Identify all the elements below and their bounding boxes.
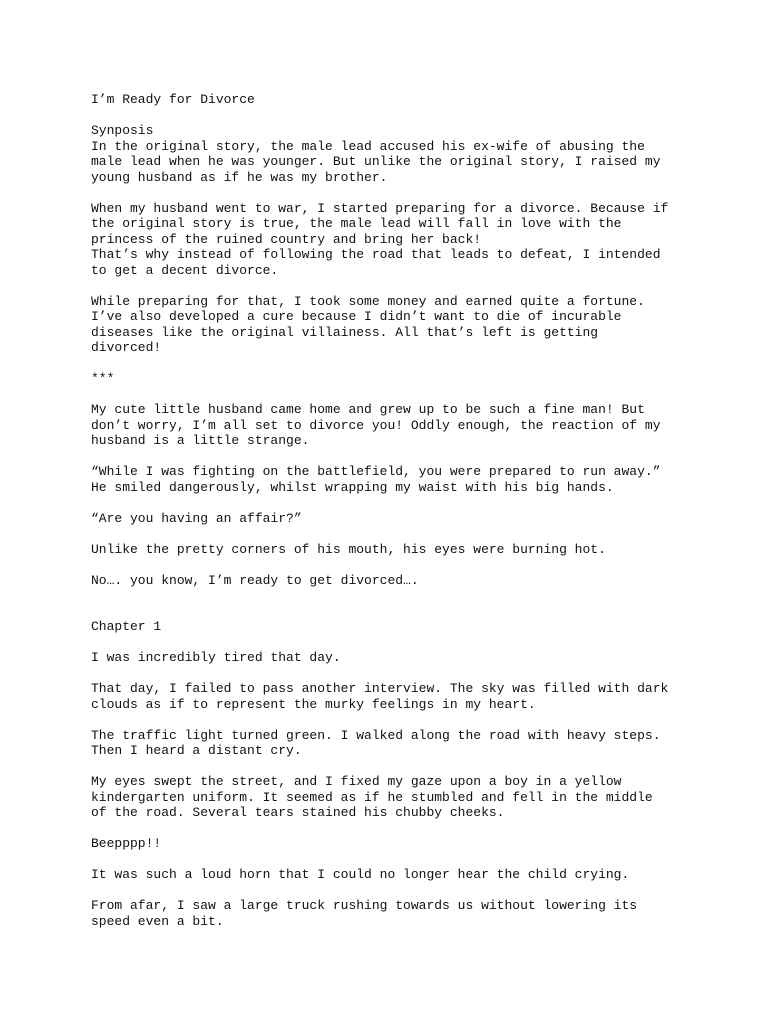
- paragraph: [91, 201, 731, 279]
- paragraph: [91, 402, 731, 449]
- text-line: From afar, I saw a large truck rushing towards us without lowering its: [91, 898, 638, 913]
- text-line: When my husband went to war, I started preparing for a divorce. Because if: [91, 200, 669, 216]
- text-line: divorced!: [91, 340, 162, 355]
- paragraph: [91, 464, 731, 495]
- paragraph: [91, 511, 731, 527]
- text-line: don’t worry, I’m all set to divorce you! Oddly enough, the reaction of my: [91, 417, 661, 433]
- text-line: “Are you having an affair?”: [91, 510, 302, 526]
- text-line: diseases like the original villainess. All that’s left is getting: [91, 324, 599, 340]
- text-line: I’ve also developed a cure because I didn’t want to die of incurable: [91, 309, 622, 324]
- text-line: “While I was fighting on the battlefield, you were prepared to run away.”: [91, 464, 661, 479]
- paragraph: [91, 650, 731, 666]
- text-line: Beepppp!!: [91, 836, 162, 851]
- text-line: ***: [91, 371, 115, 386]
- text-line: clouds as if to represent the murky feelings in my heart.: [91, 696, 536, 712]
- paragraph: [91, 573, 731, 589]
- paragraph: [91, 139, 731, 186]
- text-line: It was such a loud horn that I could no longer hear the child crying.: [91, 867, 630, 882]
- paragraph: [91, 728, 731, 759]
- text-line: No…. you know, I’m ready to get divorced….: [91, 572, 419, 588]
- paragraph: [91, 867, 731, 883]
- text-line: princess of the ruined country and bring her back!: [91, 231, 482, 247]
- paragraph: [91, 774, 731, 821]
- text-line: He smiled dangerously, whilst wrapping my waist with his big hands.: [91, 479, 614, 495]
- text-line: of the road. Several tears stained his chubby cheeks.: [91, 805, 505, 820]
- paragraph: [91, 681, 731, 712]
- text-line: I was incredibly tired that day.: [91, 650, 341, 665]
- text-line: to get a decent divorce.: [91, 262, 279, 278]
- synopsis-heading: Synposis: [91, 123, 154, 138]
- paragraph: [91, 542, 731, 558]
- text-line: speed even a bit.: [91, 913, 224, 929]
- text-line: kindergarten uniform. It seemed as if he stumbled and fell in the middle: [91, 789, 653, 805]
- document-title: I’m Ready for Divorce: [91, 92, 255, 107]
- section-separator: [91, 371, 731, 387]
- text-line: My eyes swept the street, and I fixed my gaze upon a boy in a yellow: [91, 774, 622, 789]
- paragraph: [91, 294, 731, 356]
- text-line: husband is a little strange.: [91, 433, 310, 448]
- text-line: That day, I failed to pass another interview. The sky was filled with dark: [91, 681, 669, 696]
- paragraph: [91, 836, 731, 852]
- text-line: young husband as if he was my brother.: [91, 169, 388, 185]
- paragraph: [91, 898, 731, 929]
- document-page: [91, 92, 731, 929]
- text-line: That’s why instead of following the road that leads to defeat, I intended: [91, 247, 661, 262]
- text-line: Unlike the pretty corners of his mouth, his eyes were burning hot.: [91, 541, 606, 557]
- text-line: the original story is true, the male lead will fall in love with the: [91, 216, 622, 231]
- chapter-heading: Chapter 1: [91, 619, 162, 634]
- text-line: The traffic light turned green. I walked along the road with heavy steps.: [91, 727, 661, 743]
- text-line: My cute little husband came home and grew up to be such a fine man! But: [91, 402, 645, 417]
- text-line: male lead when he was younger. But unlike the original story, I raised my: [91, 154, 661, 169]
- text-line: Then I heard a distant cry.: [91, 743, 302, 758]
- text-line: In the original story, the male lead accused his ex-wife of abusing the: [91, 138, 645, 154]
- text-line: While preparing for that, I took some money and earned quite a fortune.: [91, 293, 645, 309]
